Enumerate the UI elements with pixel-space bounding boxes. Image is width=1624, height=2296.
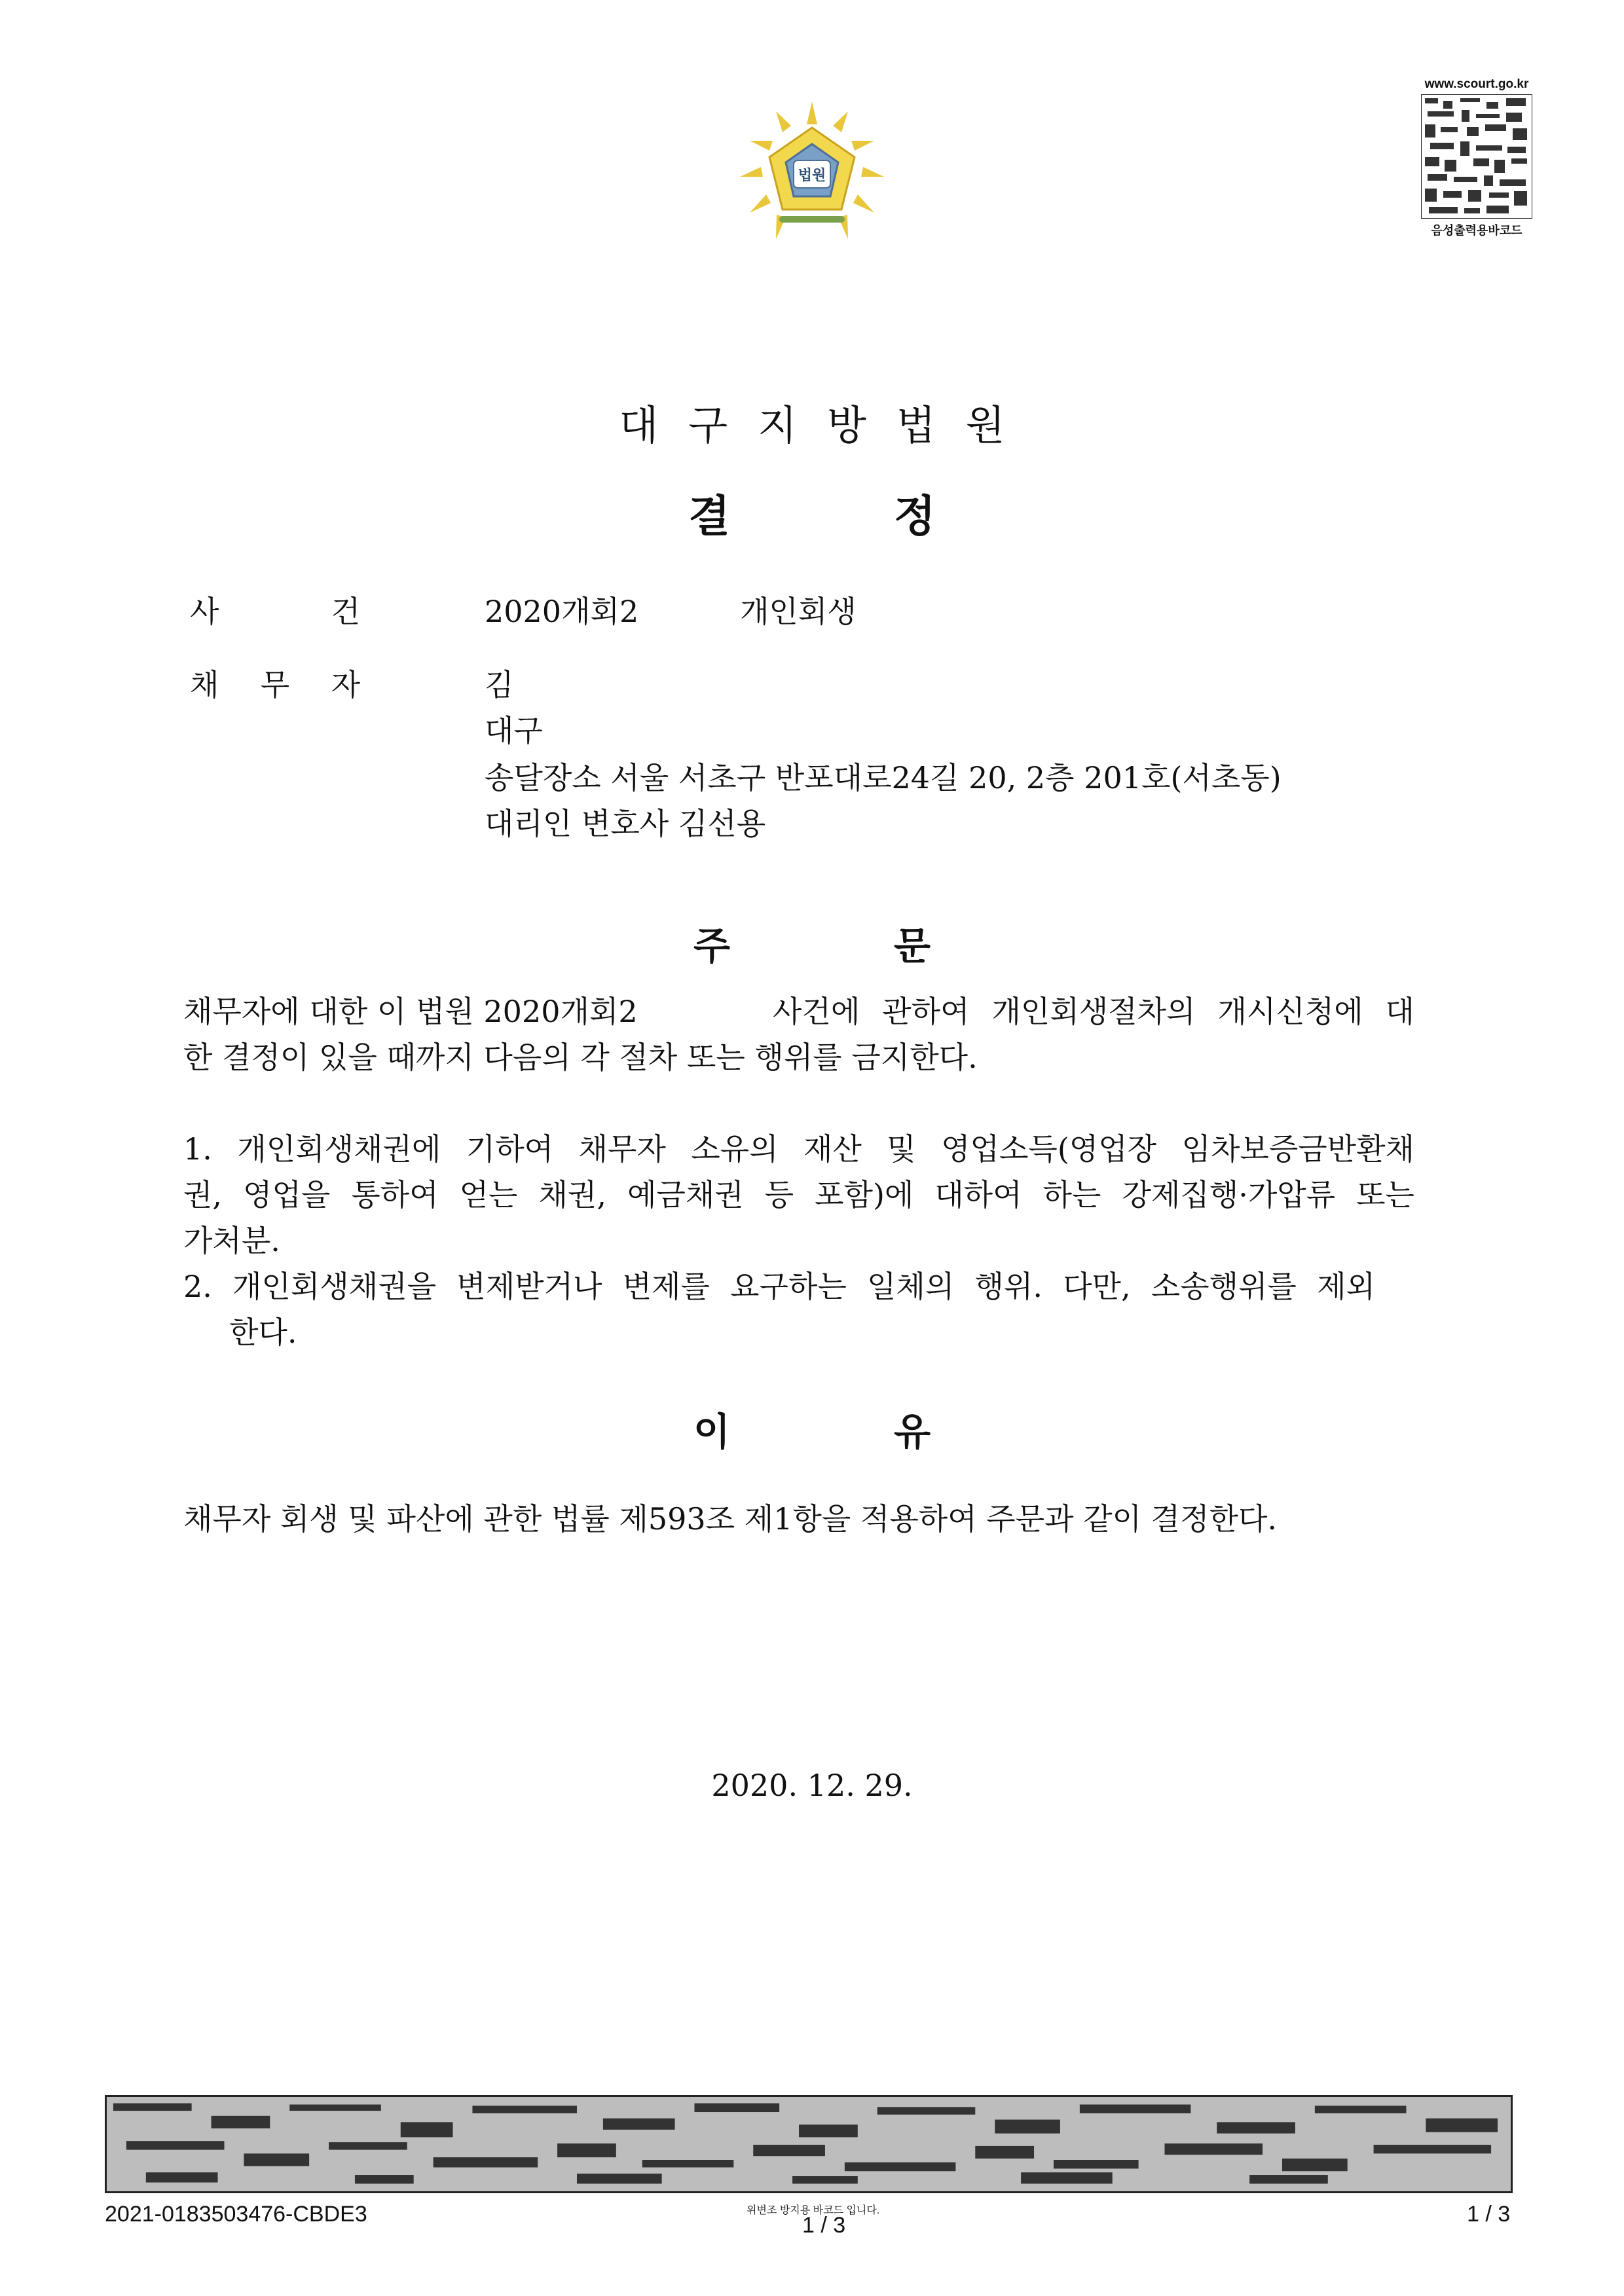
debtor-address: 대구	[485, 713, 543, 748]
order-item-1-line-1: 1. 개인회생채권에 기하여 채무자 소유의 재산 및 영업소득(영업장 임차보증금반환채	[183, 1131, 1414, 1167]
order-intro-part-a: 채무자에 대한 이 법원 2020개회2	[183, 994, 638, 1029]
order-items	[183, 1126, 1414, 1355]
order-intro	[183, 989, 1414, 1080]
reason-heading: 이 유	[693, 1410, 931, 1454]
order-item-1-line-2: 권, 영업을 통하여 얻는 채권, 예금채권 등 포함)에 대하여 하는 강제집행·가압류 또는	[183, 1177, 1414, 1212]
voice-barcode-block	[1414, 77, 1539, 238]
order-item-2-line-1: 2. 개인회생채권을 변제받거나 변제를 요구하는 일체의 행위. 다만, 소송행위를 제외	[183, 1269, 1375, 1304]
barcode-note: 위변조 방지용 바코드 입니다.	[747, 2205, 880, 2216]
scourt-url: www.scourt.go.kr	[1424, 77, 1529, 91]
voice-barcode-caption: 음성출력용바코드	[1431, 224, 1522, 237]
order-intro-part-b: 사건에 관하여 개인회생절차의 개시신청에 대	[773, 994, 1414, 1029]
page-number-center: 1 / 3	[802, 2213, 846, 2238]
case-label: 사 건	[190, 594, 360, 629]
reason-text: 채무자 회생 및 파산에 관한 법률 제593조 제1항을 적용하여 주문과 같이 결정한다.	[183, 1501, 1278, 1537]
case-type: 개인회생	[740, 594, 857, 629]
order-item-2-line-2: 한다.	[229, 1315, 297, 1350]
service-address: 송달장소 서울 서초구 반포대로24길 20, 2층 201호(서초동)	[485, 760, 1282, 795]
title-right: 정	[894, 490, 936, 541]
title-left: 결	[688, 490, 730, 541]
debtor-name: 김	[485, 667, 514, 702]
debtor-label: 채 무 자	[190, 667, 360, 702]
court-name: 대구지방법원	[619, 401, 1035, 449]
anti-forgery-barcode	[105, 2095, 1513, 2193]
order-item-1-line-3: 가처분.	[183, 1223, 280, 1258]
page-number-right: 1 / 3	[1467, 2202, 1511, 2227]
debtor-agent: 대리인 변호사 김선용	[485, 806, 766, 841]
document-title	[0, 481, 1624, 543]
emblem-text: 법원	[798, 168, 826, 184]
voice-output-barcode	[1421, 94, 1532, 219]
decision-date: 2020. 12. 29.	[711, 1768, 913, 1803]
court-emblem	[733, 98, 891, 249]
order-intro-line2: 한 결정이 있을 때까지 다음의 각 절차 또는 행위를 금지한다.	[183, 1040, 978, 1075]
order-heading: 주 문	[693, 924, 931, 968]
case-number: 2020개회2	[485, 594, 639, 629]
document-id: 2021-0183503476-CBDE3	[105, 2202, 367, 2227]
